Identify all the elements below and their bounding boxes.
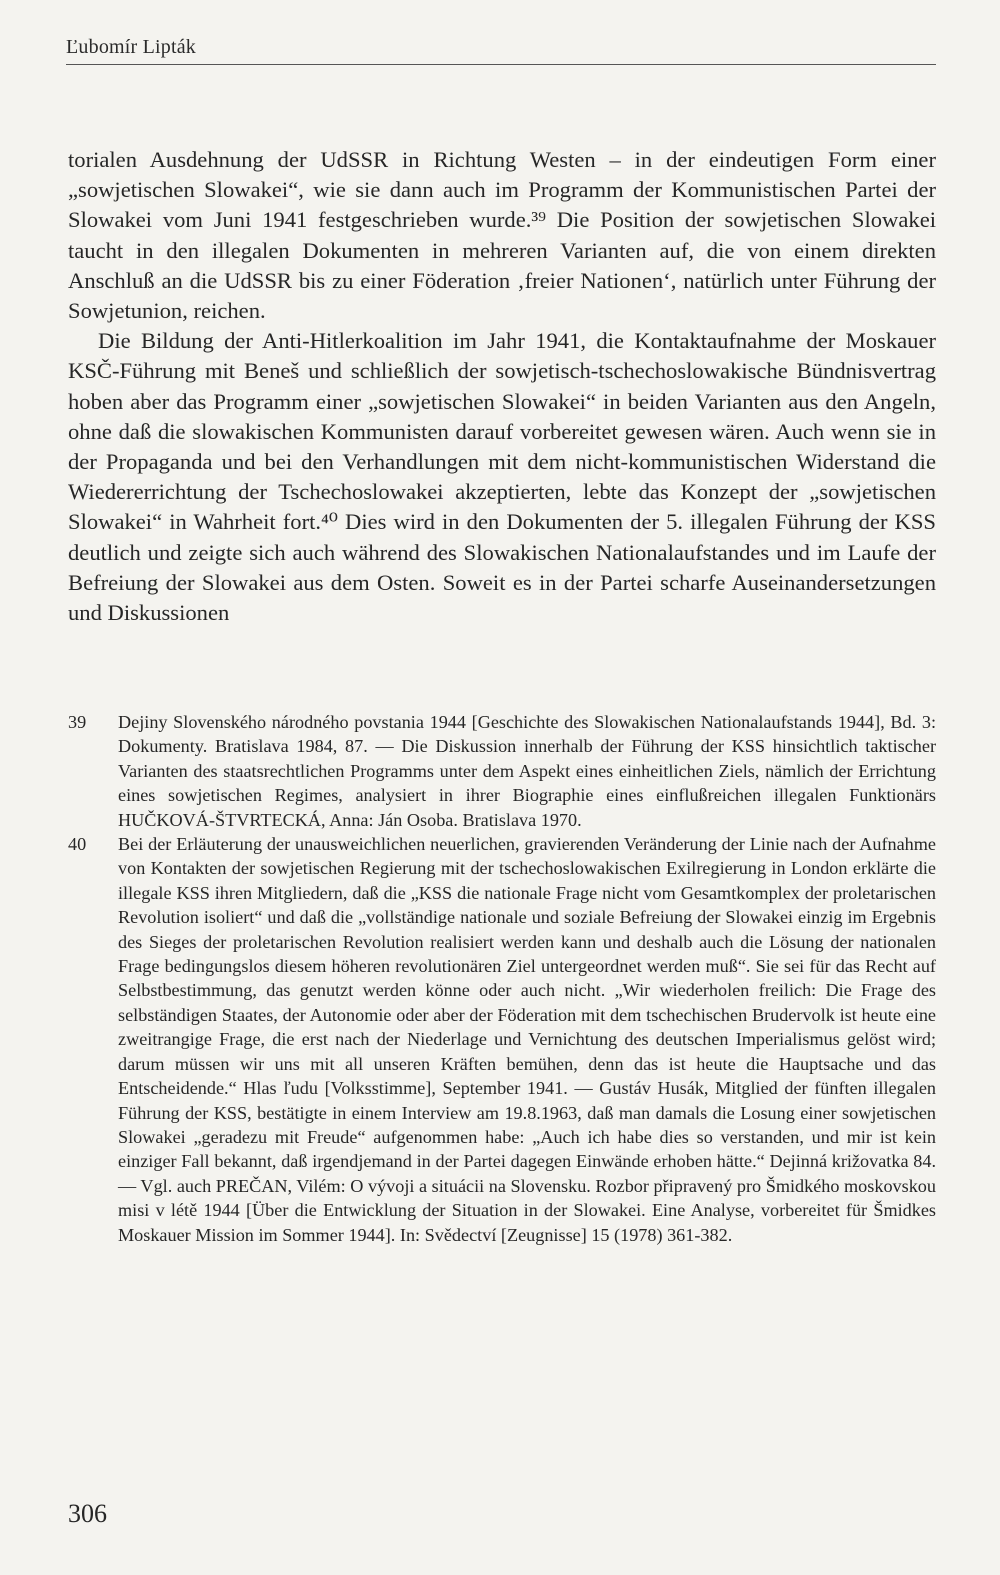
paragraph-2: Die Bildung der Anti-Hitlerkoalition im Jahr 1941, die Kontaktaufnahme der Moskauer KSČ-Führung mit Beneš und schließlich der sowjetisch-tschechoslowakische Bündnisvertrag hoben aber das Programm einer „sowjetischen Slowakei“ in beiden Varianten aus den Angeln, ohne daß die slowakischen Kommunisten darauf vorbereitet gewesen wären. Auch wenn sie in der Propaganda und bei den Verhandlungen mit dem nicht-kommunistischen Widerstand die Wiedererrichtung der Tschechoslowakei akzeptierten, lebte das Konzept der „sowjetischen Slowakei“ in Wahrheit fort.⁴⁰ Dies wird in den Dokumenten der 5. illegalen Führung der KSS deutlich und zeigte sich auch während des Slowakischen Nationalaufstandes und im Laufe der Befreiung der Slowakei aus dem Osten. Soweit es in der Partei scharfe Auseinandersetzungen und Diskussionen [68, 328, 936, 626]
footnotes [68, 710, 936, 1247]
footnote-40 [68, 832, 936, 1247]
footnote-text: Bei der Erläuterung der unausweichlichen neuerlichen, gravierenden Veränderung der Linie nach der Aufnahme von Kontakten der sowjetischen Regierung mit der tschechoslowakischen Exilregierung in London erklärte die illegale KSS ihren Mitgliedern, daß die „KSS die nationale Frage nicht vom Gesamtkomplex der proletarischen Revolution isoliert“ und daß die „vollständige nationale und soziale Befreiung der Slowakei einzig im Ergebnis des Sieges der proletarischen Revolution realisiert werden kann und deshalb auch die Lösung der nationalen Frage bedingungslos diesem höheren revolutionären Ziel untergeordnet werden muß“. Sie sei für das Recht auf Selbstbestimmung, das genutzt werden könne oder auch nicht. „Wir wiederholen freilich: Die Frage des selbständigen Staates, der Autonomie oder aber der Föderation mit dem tschechischen Brudervolk ist heute eine zweitrangige Frage, die erst nach der Niederlage und Vernichtung des deutschen Imperialismus gelöst wird; darum müssen wir uns mit all unseren Kräften bemühen, denn das ist heute die Hauptsache und das Entscheidende.“ Hlas ľudu [Volksstimme], September 1941. — Gustáv Husák, Mitglied der fünften illegalen Führung der KSS, bestätigte in einem Interview am 19.8.1963, daß man damals die Losung einer sowjetischen Slowakei „geradezu mit Freude“ aufgenommen habe: „Auch ich habe dies so verstanden, und mir ist kein einziger Fall bekannt, daß irgendjemand in der Partei dagegen Einwände erhoben hätte.“ Dejinná križovatka 84. — Vgl. auch PREČAN, Vilém: O vývoji a situácii na Slovensku. Rozbor připravený pro Šmidkého moskovskou misi v létě 1944 [Über die Entwicklung der Situation in der Slowakei. Eine Analyse, vorbereitet für Šmidkes Moskauer Mission im Sommer 1944]. In: Svědectví [Zeugnisse] 15 (1978) 361-382. [118, 834, 936, 1245]
page-number: 306 [68, 1499, 107, 1528]
footnote-number: 39 [68, 712, 87, 732]
paragraph-1: torialen Ausdehnung der UdSSR in Richtung Westen – in der eindeutigen Form einer „sowjetischen Slowakei“, wie sie dann auch im Programm der Kommunistischen Partei der Slowakei vom Juni 1941 festgeschrieben wurde.³⁹ Die Position der sowjetischen Slowakei taucht in den illegalen Dokumenten in mehreren Varianten auf, die von einem direkten Anschluß an die UdSSR bis zu einer Föderation ‚freier Nationen‘, natürlich unter Führung der Sowjetunion, reichen. [68, 147, 936, 324]
footnote-39 [68, 710, 936, 832]
footnote-number: 40 [68, 834, 87, 855]
footnote-text: Dejiny Slovenského národného povstania 1944 [Geschichte des Slowakischen Nationalaufstands 1944], Bd. 3: Dokumenty. Bratislava 1984, 87. — Die Diskussion innerhalb der Führung der KSS hinsichtlich taktischer Varianten des staatsrechtlichen Programms unter dem Aspekt eines einheitlichen Ziels, nämlich der Errichtung eines sowjetischen Regimes, analysiert in ihrer Biographie eines einflußreichen illegalen Funktionärs HUČKOVÁ-ŠTVRTECKÁ, Anna: Ján Osoba. Bratislava 1970. [118, 712, 936, 830]
running-head-author: Ľubomír Lipták [66, 36, 196, 58]
main-text [68, 145, 936, 628]
header-rule [66, 64, 936, 65]
